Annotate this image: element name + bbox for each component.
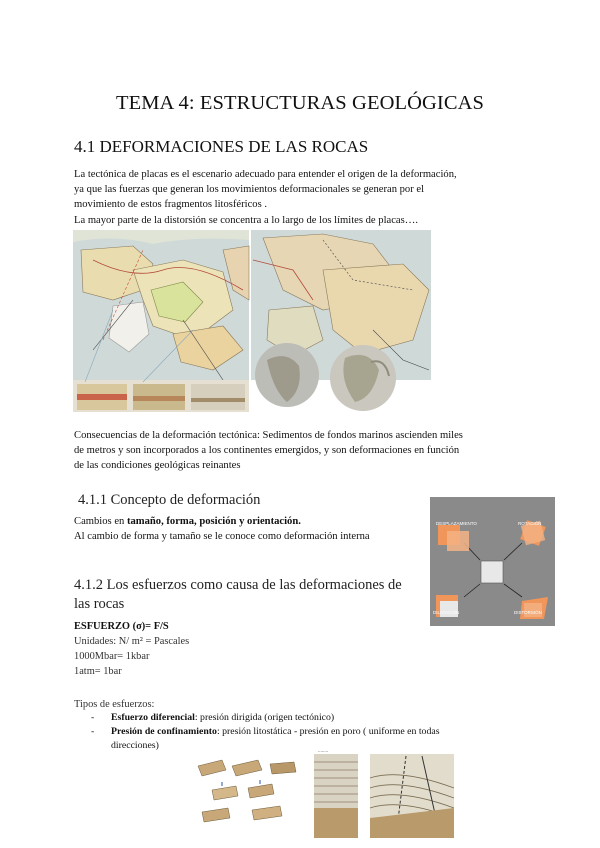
deformation-types-diagram — [430, 497, 555, 626]
page-title: TEMA 4: ESTRUCTURAS GEOLÓGICAS — [115, 92, 485, 114]
label-displacement: DESPLAZAMIENTO — [436, 521, 477, 526]
list-item: - Esfuerzo diferencial: presión dirigida (origen tectónico) — [74, 711, 514, 725]
consequences-paragraph: Consecuencias de la deformación tectónica: Sedimentos de fondos marinos ascienden miles de metros y son incorporados a los continentes emergidos, y son deformaciones en función de las condiciones geológicas reinantes — [74, 430, 463, 472]
label-distortion: DISTORSIÓN — [514, 610, 542, 615]
label-dilation: DILATACIÓN — [433, 610, 460, 615]
mbar-conversion: 1000Mbar= 1kbar — [74, 651, 150, 662]
stress-blocks-figure — [192, 752, 302, 828]
stress-formula-block — [74, 619, 189, 679]
stress-types-heading: Tipos de esfuerzos: — [74, 699, 155, 710]
stress-formula: ESFUERZO (σ)= F/S — [74, 621, 169, 632]
deformation-diagram-shapes — [430, 497, 555, 626]
map-left-panel — [73, 230, 249, 380]
section-heading-4-1: 4.1 DEFORMACIONES DE LAS ROCAS — [74, 137, 369, 156]
deformation-definition: Cambios en tamaño, forma, posición y orientación. Al cambio de forma y tamaño se le conoce como deformación interna — [74, 516, 370, 543]
svg-text:········: ········ — [318, 749, 329, 754]
section-heading-4-1-2: 4.1.2 Los esfuerzos como causa de las deformaciones de las rocas — [74, 577, 402, 612]
stress-units: Unidades: N/ m² = Pascales — [74, 636, 190, 647]
list-item: - Presión de confinamiento: presión litostática - presión en poro ( uniforme en todas direcciones) — [74, 725, 514, 753]
label-rotation: ROTACIÓN — [518, 521, 542, 526]
intro-paragraph: La tectónica de placas es el escenario adecuado para entender el origen de la deformación, ya que las fuerzas que generan los movimientos deformacionales se generan por el movimiento de estos fragmentos litosféricos . La mayor parte de la distorsión se concentra a lo largo de los límites de placas…. — [74, 169, 457, 226]
plate-tectonics-figure — [73, 230, 431, 412]
section-heading-4-1-1: 4.1.1 Concepto de deformación — [78, 492, 261, 508]
rock-layers-figure — [310, 748, 458, 838]
atm-conversion: 1atm= 1bar — [74, 666, 122, 677]
stress-types-list — [74, 711, 514, 753]
